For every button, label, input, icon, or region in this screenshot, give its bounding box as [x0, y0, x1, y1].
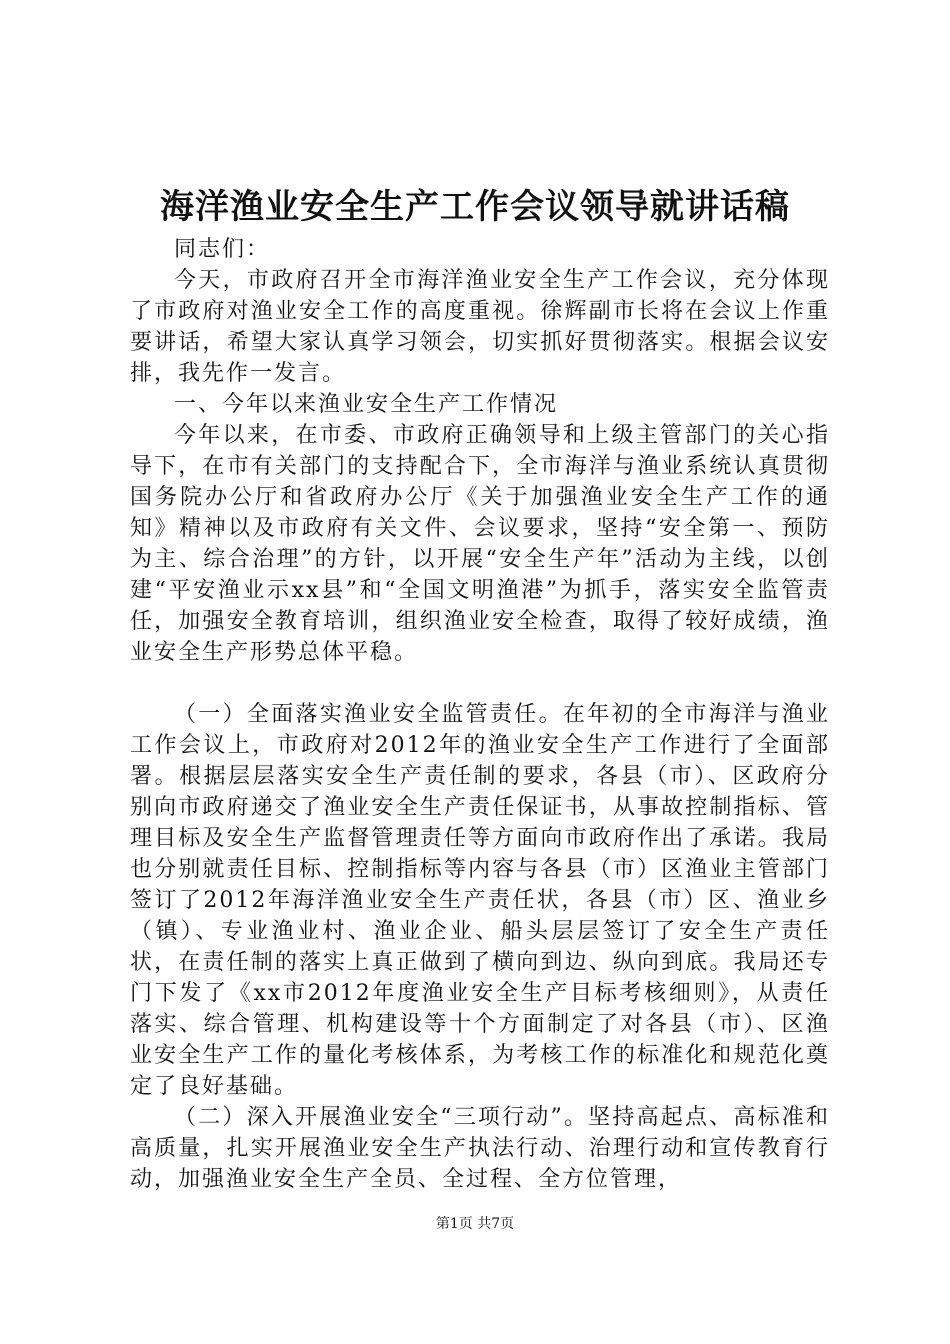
item-two-paragraph: （二）深入开展渔业安全“三项行动”。坚持高起点、高标准和高质量，扎实开展渔业安全生产执法行动、治理行动和宣传教育行动，加强渔业安全生产全员、全过程、全方位管理， — [130, 1105, 830, 1192]
page-footer: 第1页 共7页 — [435, 1216, 515, 1232]
section-heading: 一、今年以来渔业安全生产工作情况 — [174, 392, 559, 417]
overview-paragraph: 今年以来，在市委、市政府正确领导和上级主管部门的关心指导下，在市有关部门的支持配合下，全市海洋与渔业系统认真贯彻国务院办公厅和省政府办公厅《关于加强渔业安全生产工作的通知》精神以及市政府有关文件、会议要求，坚持“安全第一、预防为主、综合治理”的方针，以开展“安全生产年”活动为主线，以创建“平安渔业示xx县”和“全国文明渔港”为抓手，落实安全监管责任，加强安全教育培训，组织渔业安全检查，取得了较好成绩，渔业安全生产形势总体平稳。 — [130, 423, 830, 665]
document-body — [130, 234, 830, 1195]
document-title: 海洋渔业安全生产工作会议领导就讲话稿 — [160, 187, 790, 227]
item-one-paragraph: （一）全面落实渔业安全监管责任。在年初的全市海洋与渔业工作会议上，市政府对2012年的渔业安全生产工作进行了全面部署。根据层层落实安全生产责任制的要求，各县（市）、区政府分别向市政府递交了渔业安全生产责任保证书，从事故控制指标、管理目标及安全生产监督管理责任等方面向市政府作出了承诺。我局也分别就责任目标、控制指标等内容与各县（市）区渔业主管部门签订了2012年海洋渔业安全生产责任状，各县（市）区、渔业乡（镇）、专业渔业村、渔业企业、船头层层签订了安全生产责任状，在责任制的落实上真正做到了横向到边、纵向到底。我局还专门下发了《xx市2012年度渔业安全生产目标考核细则》，从责任落实、综合管理、机构建设等十个方面制定了对各县（市）、区渔业安全生产工作的量化考核体系，为考核工作的标准化和规范化奠定了良好基础。 — [130, 702, 830, 1099]
salutation-paragraph: 同志们： — [174, 237, 271, 262]
intro-paragraph: 今天，市政府召开全市海洋渔业安全生产工作会议，充分体现了市政府对渔业安全工作的高度重视。徐辉副市长将在会议上作重要讲话，希望大家认真学习领会，切实抓好贯彻落实。根据会议安排，我先作一发言。 — [130, 268, 830, 386]
